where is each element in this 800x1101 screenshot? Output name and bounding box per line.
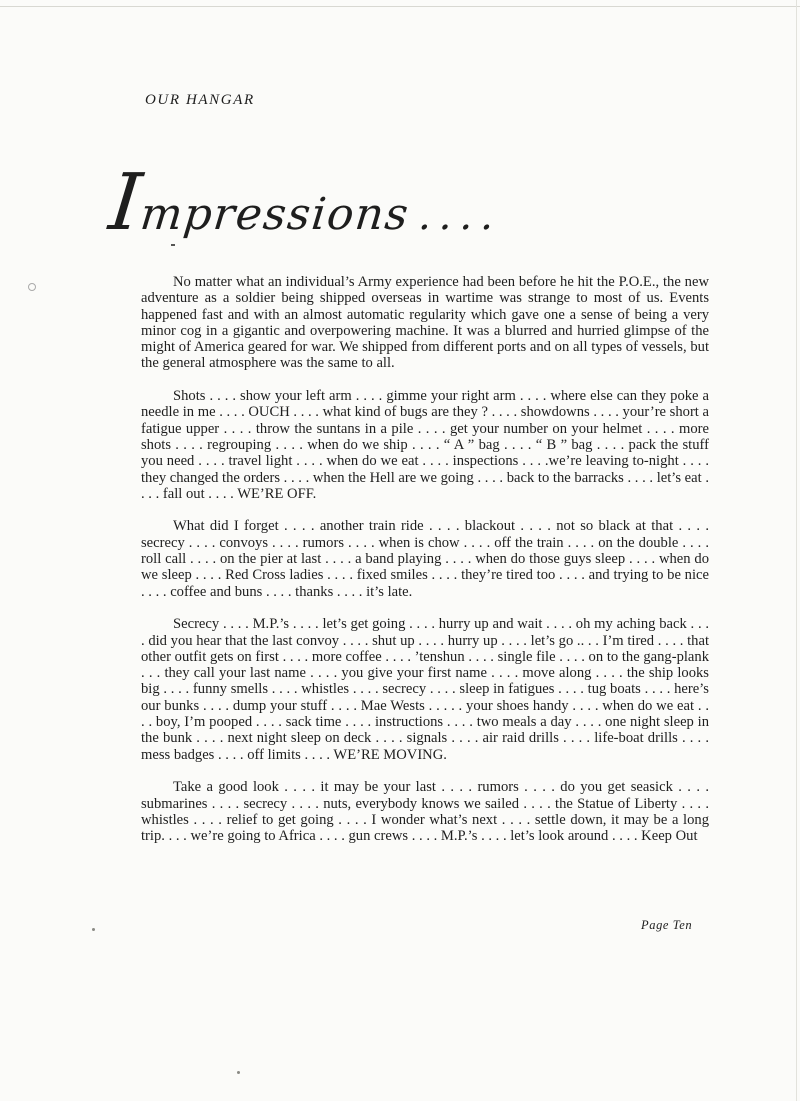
- title-ellipsis: ....: [416, 193, 505, 239]
- paper-speck: [28, 283, 36, 291]
- section-header: OUR HANGAR: [145, 92, 255, 108]
- page-right-edge: [796, 0, 797, 1101]
- title-initial: I: [105, 158, 147, 248]
- paper-speck: [237, 1071, 240, 1074]
- page-title: [105, 158, 508, 248]
- paragraph-2: Shots . . . . show your left arm . . . . gimme your right arm . . . . where else can they poke a needle in me . . . . OUCH . . . . what kind of bugs are they ? . . . . showdowns . . . . your’re short a fatigue upper . . . . throw the suntans in a pile . . . . get your number on your helmet . . . . more shots . . . . regrouping . . . . when do we ship . . . . “ A ” bag . . . . “ B ” bag . . . . pack the stuff you need . . . . travel light . . . . when do we eat . . . . inspections . . . .we’re leaving to-night . . . . they changed the orders . . . . when the Hell are we going . . . . back to the barracks . . . . let’s eat . . . . fall out . . . . WE’RE OFF.: [141, 388, 709, 502]
- paragraph-3: What did I forget . . . . another train ride . . . . blackout . . . . not so black at that . . . . secrecy . . . . convoys . . . . rumors . . . . when is chow . . . . off the train . . . . on the double . . . . roll call . . . . on the pier at last . . . . a band playing . . . . when do those guys sleep . . . . when do we sleep . . . . Red Cross ladies . . . . fixed smiles . . . . they’re tired too . . . . and trying to be nice . . . . coffee and buns . . . . thanks . . . . it’s late.: [141, 518, 709, 600]
- paragraph-5: Take a good look . . . . it may be your last . . . . rumors . . . . do you get seasick . . . . submarines . . . . secrecy . . . . nuts, everybody knows we sailed . . . . the Statue of Liberty . . . . whistles . . . . relief to get going . . . . I wonder what’s next . . . . settle down, it may be a long trip. . . . we’re going to Africa . . . . gun crews . . . . M.P.’s . . . . let’s look around . . . . Keep Out: [141, 779, 709, 845]
- paper-speck: [92, 928, 95, 931]
- page-number: Page Ten: [641, 918, 693, 932]
- title-rest: mpressions: [137, 189, 412, 240]
- paragraph-1: No matter what an individual’s Army experience had been before he hit the P.O.E., the new adventure as a soldier being shipped overseas in wartime was strange to most of us. Events happened fast and with an almost automatic regularity which gave one a sense of being a very minor cog in a gigantic and overpowering machine. It was a blurred and hurried glimpse of the might of America geared for war. We shipped from different ports and on all types of vessels, but the general atmosphere was the same to all.: [141, 274, 709, 372]
- paragraph-4: Secrecy . . . . M.P.’s . . . . let’s get going . . . . hurry up and wait . . . . oh my aching back . . . . did you hear that the last convoy . . . . shut up . . . . hurry up . . . . let’s go .. . . I’m tired . . . . that other outfit gets on first . . . . more coffee . . . . ’tenshun . . . . single file . . . . on to the gang-plank . . . they call your last name . . . . you give your first name . . . . move along . . . . the ship looks big . . . . funny smells . . . . whistles . . . . secrecy . . . . sleep in fatigues . . . . tug boats . . . . here’s our bunks . . . . dump your stuff . . . . Mae Wests . . . . . your shoes handy . . . . when do we eat . . . . boy, I’m pooped . . . . sack time . . . . instructions . . . . two meals a day . . . . one night sleep in the bunk . . . . next night sleep on deck . . . . signals . . . . air raid drills . . . . life-boat drills . . . . mess badges . . . . off limits . . . . WE’RE MOVING.: [141, 616, 709, 763]
- printer-mark: [171, 244, 175, 246]
- article-body: [141, 274, 709, 861]
- page-top-edge: [0, 6, 800, 7]
